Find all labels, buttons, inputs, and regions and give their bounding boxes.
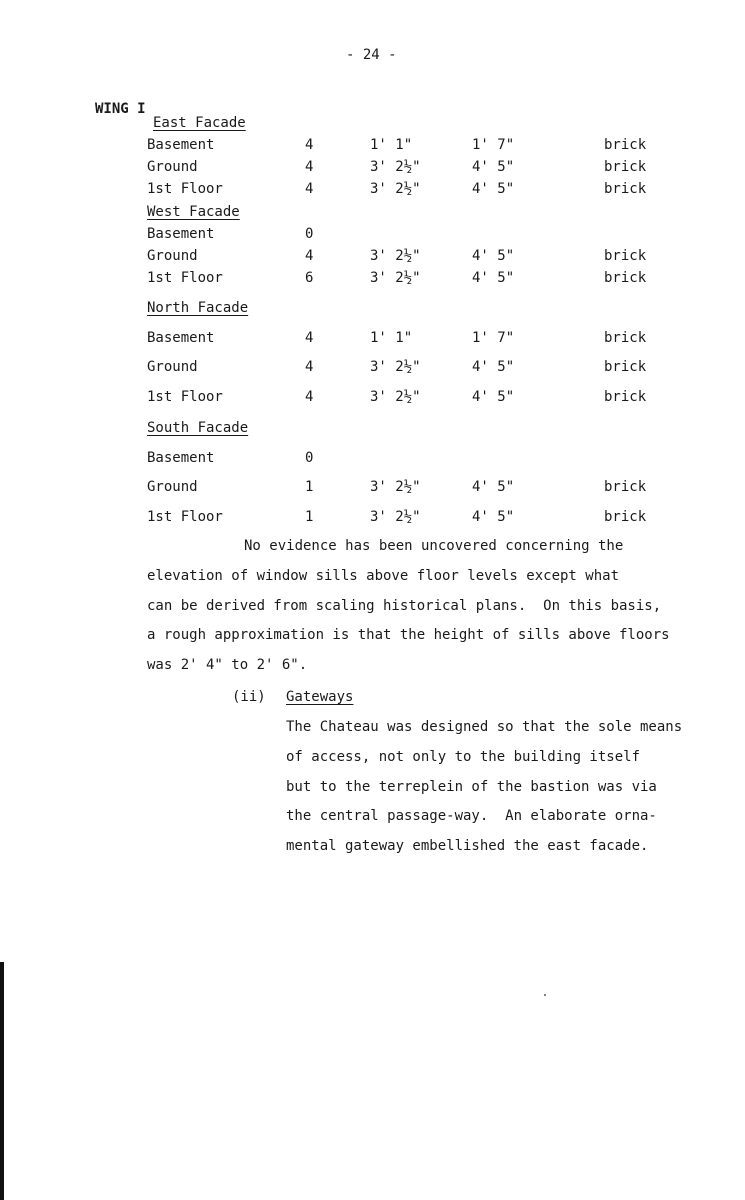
table-cell-level: Ground [147,479,198,495]
table-cell-height: 4' 5" [472,248,515,264]
sills-paragraph-line: can be derived from scaling historical plans. On this basis, [147,598,662,614]
table-cell-level: 1st Floor [147,509,223,525]
table-cell-level: Basement [147,330,215,346]
table-cell-material: brick [604,248,647,264]
table-cell-level: Ground [147,359,198,375]
table-cell-count: 4 [305,389,314,405]
table-cell-count: 4 [305,359,314,375]
table-cell-material: brick [604,359,647,375]
table-cell-count: 0 [305,226,314,242]
table-cell-material: brick [604,181,647,197]
subsection-title: Gateways [286,689,354,705]
table-cell-width: 3' 2½" [370,509,421,525]
table-cell-count: 4 [305,181,314,197]
table-cell-count: 4 [305,159,314,175]
facade-heading: West Facade [147,204,240,220]
sills-paragraph-line: No evidence has been uncovered concerning the [244,538,624,554]
table-cell-level: Ground [147,248,198,264]
gateways-line: The Chateau was designed so that the sole means [286,719,683,735]
sills-paragraph-line: was 2' 4" to 2' 6". [147,657,308,673]
table-cell-height: 4' 5" [472,270,515,286]
facade-heading: East Facade [153,115,246,131]
gateways-line: the central passage-way. An elaborate orna- [286,808,657,824]
wing-heading: WING I [95,101,146,117]
table-cell-level: 1st Floor [147,389,223,405]
table-cell-material: brick [604,330,647,346]
table-cell-material: brick [604,389,647,405]
table-cell-material: brick [604,137,647,153]
table-cell-material: brick [604,159,647,175]
table-cell-height: 4' 5" [472,159,515,175]
table-cell-material: brick [604,479,647,495]
table-cell-count: 4 [305,330,314,346]
sills-paragraph-line: elevation of window sills above floor levels except what [147,568,620,584]
table-cell-width: 1' 1" [370,137,413,153]
table-cell-height: 1' 7" [472,330,515,346]
table-cell-height: 1' 7" [472,137,515,153]
table-cell-height: 4' 5" [472,359,515,375]
table-cell-level: Basement [147,450,215,466]
page-number: - 24 - [346,47,397,63]
table-cell-material: brick [604,509,647,525]
gateways-line: of access, not only to the building itself [286,749,641,765]
facade-heading: North Facade [147,300,249,316]
table-cell-level: 1st Floor [147,270,223,286]
table-cell-width: 3' 2½" [370,181,421,197]
table-cell-level: Basement [147,226,215,242]
scan-speck [544,994,546,996]
table-cell-width: 3' 2½" [370,479,421,495]
table-cell-count: 4 [305,248,314,264]
table-cell-width: 3' 2½" [370,270,421,286]
table-cell-width: 3' 2½" [370,359,421,375]
gateways-line: but to the terreplein of the bastion was via [286,779,657,795]
table-cell-height: 4' 5" [472,479,515,495]
gateways-line: mental gateway embellished the east facade. [286,838,649,854]
subsection-number: (ii) [232,689,266,705]
table-cell-width: 3' 2½" [370,389,421,405]
table-cell-count: 1 [305,479,314,495]
table-cell-level: 1st Floor [147,181,223,197]
table-cell-width: 3' 2½" [370,159,421,175]
table-cell-count: 4 [305,137,314,153]
facade-heading: South Facade [147,420,249,436]
table-cell-height: 4' 5" [472,389,515,405]
scan-edge [0,962,4,1200]
table-cell-width: 3' 2½" [370,248,421,264]
table-cell-count: 0 [305,450,314,466]
table-cell-level: Ground [147,159,198,175]
table-cell-width: 1' 1" [370,330,413,346]
table-cell-material: brick [604,270,647,286]
table-cell-height: 4' 5" [472,509,515,525]
sills-paragraph-line: a rough approximation is that the height of sills above floors [147,627,670,643]
table-cell-level: Basement [147,137,215,153]
table-cell-count: 6 [305,270,314,286]
table-cell-count: 1 [305,509,314,525]
table-cell-height: 4' 5" [472,181,515,197]
